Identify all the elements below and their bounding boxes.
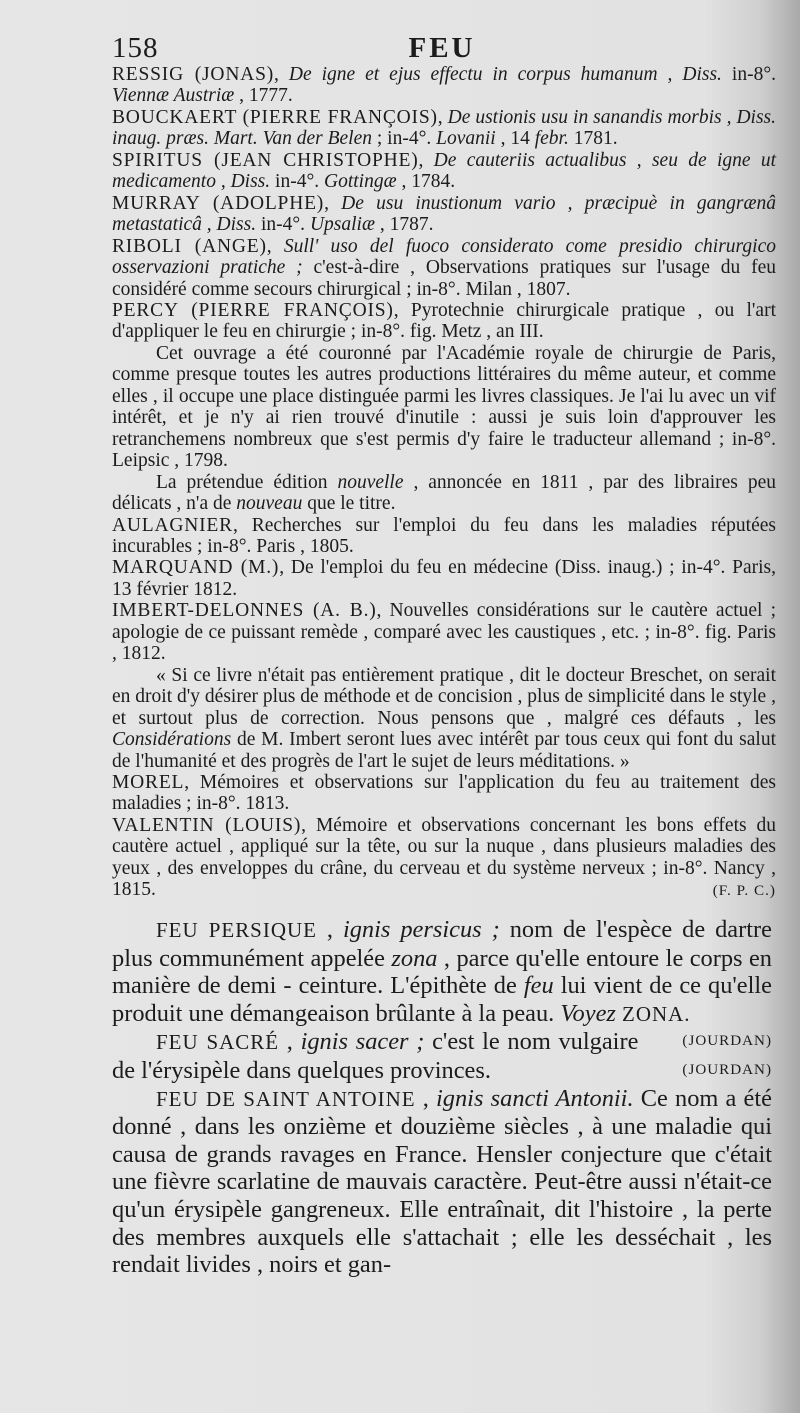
- bibliography-block: [112, 64, 776, 901]
- page-header: [112, 32, 772, 64]
- breschet-quote: [112, 665, 776, 772]
- entry-author: SPIRITUS (JEAN CHRISTOPHE): [112, 149, 419, 171]
- text: De l'emploi du feu en médecine (Diss. inaug.) ; in-4°. Paris, 13 février 1812.: [112, 557, 777, 600]
- italic-text: Considérations: [112, 729, 232, 751]
- text: Ce nom a été donné , dans les onzième et douzième siècles , à une maladie qui causa de grands ravages en France. Hensler conjecture que c'était une fièvre scarlatine de mauvais caractère. Peut-être aussi n'était-ce qu'un érysipèle gangreneux. Elle entraînait, dit l'histoire , la perte des membres auxquels elle s'attachait ; elle les desséchait , les rendait livides , noirs et gan-: [112, 1084, 772, 1279]
- running-title: FEU: [408, 32, 476, 64]
- bibliography-list: [112, 64, 776, 343]
- text: Nouvelles considérations sur le cautère actuel ; apologie de ce puissant remède , comparé avec les caustiques , etc. ; in-8°. fig. Paris , 1812.: [112, 600, 776, 665]
- italic-text: De ustionis usu in sanandis morbis , Diss. inaug. præs. Mart. Van der Belen: [112, 106, 776, 150]
- entry-author: MARQUAND (M.): [112, 557, 280, 579]
- text: in-8°.: [721, 64, 776, 85]
- page-number: 158: [112, 32, 159, 64]
- text: in-4°.: [270, 171, 324, 193]
- italic-text: feu: [523, 972, 554, 1000]
- bibliography-entry: [112, 64, 776, 107]
- italic-text: ignis sancti Antonii.: [436, 1084, 634, 1112]
- entry-author: PERCY (PIERRE FRANÇOIS): [112, 299, 394, 321]
- italic-text: nouvelle: [337, 471, 404, 493]
- italic-text: zona: [391, 944, 438, 972]
- valentin-signature: (F. P. C.): [712, 881, 776, 899]
- bibliography-entry: [112, 600, 776, 664]
- entry-author: MURRAY (ADOLPHE): [112, 192, 325, 214]
- text: c'est-à-dire , Observations pratiques sur l'usage du feu considéré comme secours chirurgical ; in-8°. Milan , 1807.: [112, 257, 776, 300]
- text: , parce qu'elle entoure le corps en manière de demi - ceinture. L'épithète de: [112, 944, 772, 1000]
- bibliography-list-3: [112, 772, 776, 901]
- text: de M. Imbert seront lues avec intérêt par tous ceux qui font du salut de l'humanité et des progrès de l'art le sujet de leurs méditations. »: [112, 729, 776, 772]
- text: Mémoires et observations sur l'application du feu au traitement des maladies ; in-8°. 1813.: [112, 771, 777, 815]
- article-signature: (JOURDAN): [682, 1033, 772, 1050]
- text: lui vient de ce qu'elle produit une démangeaison brûlante à la peau.: [112, 972, 772, 1027]
- italic-text: Gottingæ: [324, 171, 397, 193]
- text: ,: [316, 916, 343, 943]
- italic-text: Upsaliæ: [309, 214, 375, 236]
- text: , 14: [495, 128, 535, 150]
- text: Mémoire et observations concernant les bons effets du cautère actuel , appliqué sur la tête, ou sur la nuque , dans plusieurs maladies des yeux , des enveloppes du crâne, du cerveau et du système nerveux ; in-8°. Nancy , 1815.: [112, 814, 776, 901]
- bibliography-entry: [112, 515, 776, 558]
- italic-text: ignis persicus ;: [342, 916, 500, 943]
- text: ,: [415, 1084, 437, 1112]
- bibliography-entry: [112, 107, 776, 150]
- text: nom de l'espèce de dartre plus communément appelée: [112, 916, 772, 972]
- entry-separator: ,: [274, 64, 289, 85]
- text: 1781.: [568, 128, 618, 150]
- text: Pyrotechnie chirurgicale pratique , ou l'art d'appliquer le feu en chirurgie ; in-8°. fig. Metz , an III.: [112, 299, 776, 343]
- text: La prétendue édition: [156, 471, 338, 493]
- entry-separator: ,: [232, 514, 252, 536]
- bibliography-entry: [112, 815, 776, 901]
- percy-note-edition: [112, 472, 776, 515]
- text: in-4°.: [256, 214, 310, 236]
- article-entry: [112, 1085, 772, 1279]
- bibliography-entry: [112, 772, 776, 815]
- bibliography-entry: [112, 557, 776, 600]
- entry-author: RESSIG (JONAS): [112, 64, 275, 85]
- text: que le titre.: [302, 493, 396, 515]
- entry-separator: ,: [266, 235, 284, 257]
- entry-separator: ,: [301, 814, 316, 836]
- bibliography-entry: [112, 236, 776, 300]
- article-signature: (JOURDAN): [682, 1061, 772, 1078]
- italic-text: Viennæ Austriæ: [112, 85, 235, 107]
- italic-text: Sull' uso del fuoco considerato come presidio chirurgico osservazioni pratiche ;: [112, 235, 776, 279]
- italic-text: ignis sacer ;: [300, 1028, 425, 1056]
- text: c'est le nom vulgaire de l'érysipèle dans quelques provinces.: [112, 1028, 639, 1084]
- italic-text: Voyez: [560, 999, 616, 1027]
- entry-author: BOUCKAERT (PIERRE FRANÇOIS): [112, 106, 438, 128]
- entry-separator: ,: [184, 771, 200, 793]
- text: , 1787.: [374, 214, 434, 236]
- text: , annoncée en 1811 , par des libraires peu délicats , n'a de: [112, 471, 776, 515]
- entry-separator: ,: [437, 106, 448, 128]
- text: ; in-4°.: [371, 128, 437, 150]
- text: « Si ce livre n'était pas entièrement pratique , dit le docteur Breschet, on serait en droit d'y désirer plus de méthode et de concision , plus de simplicité dans le style , et surtout plus de correction. Nous pensons que , malgré ces défauts , les: [112, 664, 776, 729]
- article-heading: FEU PERSIQUE: [156, 918, 317, 942]
- entry-separator: ,: [324, 192, 342, 214]
- entry-author: VALENTIN (LOUIS): [112, 814, 302, 836]
- entry-author: IMBERT-DELONNES (A. B.): [112, 600, 377, 622]
- entry-author: MOREL: [112, 771, 185, 793]
- bibliography-list-2: [112, 515, 776, 665]
- italic-text: De usu inustionum vario , præcipuè in gangrænâ metastaticâ , Diss.: [112, 192, 777, 236]
- entry-author: RIBOLI (ANGE): [112, 235, 267, 257]
- bibliography-entry: [112, 193, 776, 236]
- bibliography-entry: [112, 300, 776, 343]
- italic-text: febr.: [534, 128, 569, 150]
- article-heading: FEU DE SAINT ANTOINE: [156, 1086, 416, 1111]
- text: ZONA.: [622, 1001, 691, 1026]
- text: , 1784.: [396, 171, 456, 193]
- entry-separator: ,: [418, 149, 434, 171]
- italic-text: Lovanii: [436, 128, 496, 150]
- italic-text: De cauteriis actualibus , seu de igne ut medicamento , Diss.: [112, 149, 776, 193]
- text: , 1777.: [234, 85, 293, 107]
- text: Recherches sur l'emploi du feu dans les maladies réputées incurables ; in-8°. Paris , 1805.: [112, 514, 776, 557]
- text: ,: [279, 1028, 301, 1056]
- entry-author: AULAGNIER: [112, 514, 233, 536]
- bibliography-entry: [112, 150, 776, 193]
- entry-separator: ,: [376, 600, 390, 622]
- entry-separator: ,: [393, 299, 411, 321]
- percy-note: Cet ouvrage a été couronné par l'Académie royale de chirurgie de Paris, comme presque toutes les autres productions littéraires du même auteur, et comme elles , il occupe une place distinguée parmi les livres classiques. Je l'ai lu avec un vif intérêt, et je n'y ai rien trouvé d'inutile : aussi je suis loin d'approuver les retranchemens nombreux que s'est permis d'y faire le traducteur allemand ; in-8°. Leipsic , 1798.: [112, 342, 776, 472]
- article-block: [112, 916, 772, 1279]
- article-heading: FEU SACRÉ: [156, 1030, 280, 1055]
- entry-separator: ,: [279, 557, 291, 579]
- italic-text: De igne et ejus effectu in corpus humanum , Diss.: [288, 64, 722, 85]
- italic-text: nouveau: [236, 493, 303, 515]
